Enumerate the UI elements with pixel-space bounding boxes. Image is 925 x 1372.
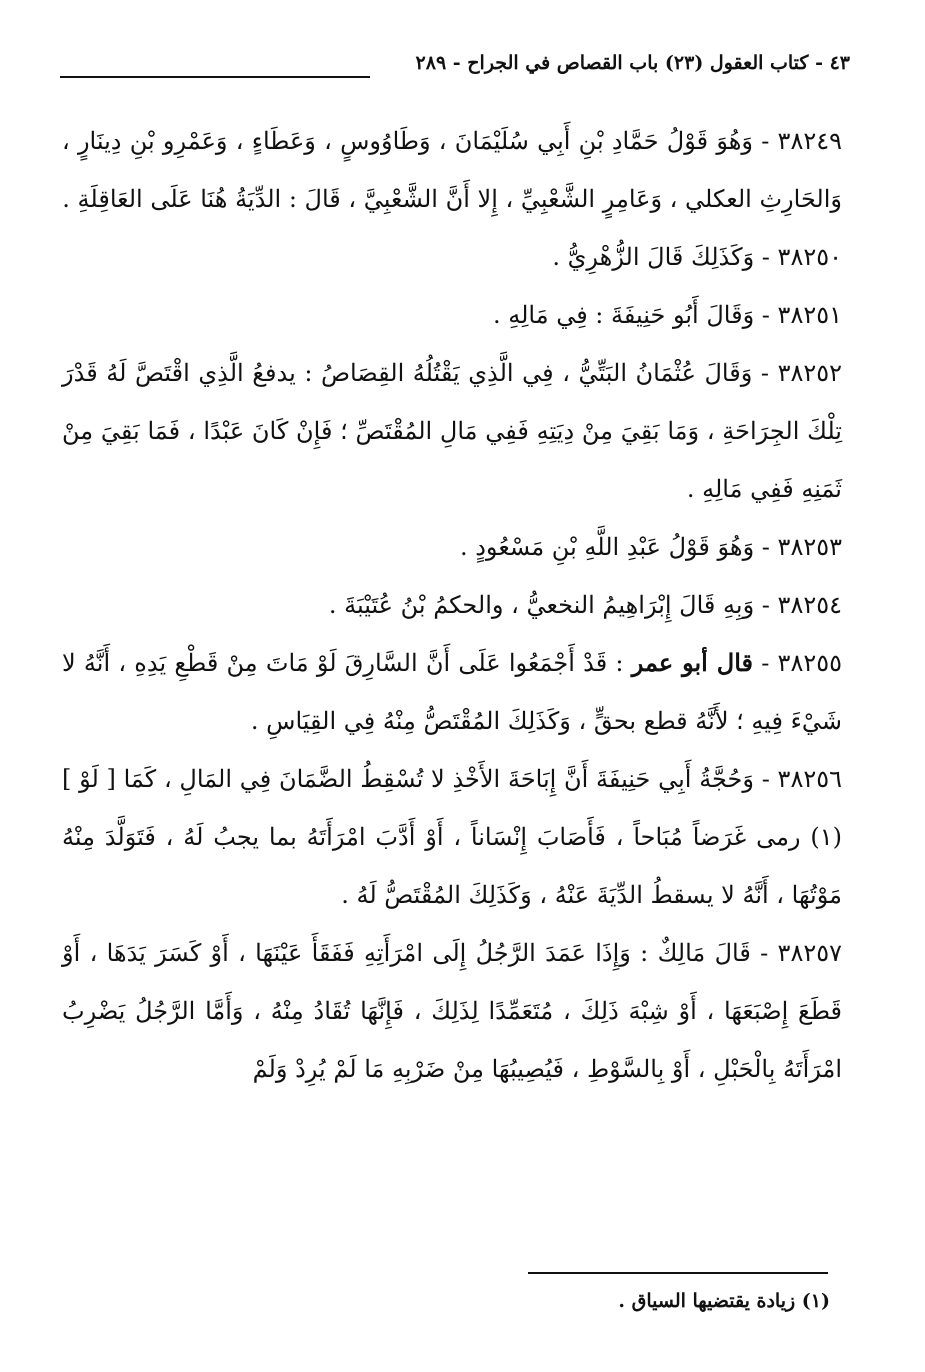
running-title: ٤٣ - كتاب العقول (٢٣) باب القصاص في الجراح - ٢٨٩: [415, 52, 850, 74]
paragraph-text: وَقَالَ أَبُو حَنِيفَةَ : فِي مَالِهِ .: [492, 301, 755, 329]
paragraph-38253: [62, 518, 842, 576]
paragraph-38256: [62, 750, 842, 924]
header-rule: [60, 76, 370, 78]
paragraph-38255: [62, 634, 842, 750]
paragraph-text: : قَدْ أَجْمَعُوا عَلَى أَنَّ السَّارِقَ لَوْ مَاتَ مِنْ قَطْعِ يَدِهِ ، أَنَّهُ لا شَيْءَ فِيهِ ؛ لأَنَّهُ قطع بحقٍّ ، وَكَذَلِكَ المُقْتَصُّ مِنْهُ فِي القِيَاسِ .: [62, 649, 842, 735]
paragraph-number: ٣٨٢٥٧ -: [750, 939, 842, 967]
page-header: [60, 48, 850, 88]
paragraph-text: وَقَالَ عُثْمَانُ البَتِّيُّ ، فِي الَّذِي يَقْتُلُهُ القِصَاصُ : يدفعُ الَّذِي اقْتَصَّ لَهُ قَدْرَ تِلْكَ الجِرَاحَةِ ، وَمَا بَقِيَ مِنْ دِيَتِهِ فَفِي مَالِ المُقْتَصِّ ؛ فَإِنْ كَانَ عَبْدًا ، فَمَا بَقِيَ مِنْ ثَمَنِهِ فَفِي مَالِهِ .: [62, 359, 842, 503]
paragraph-number: ٣٨٢٥١ -: [754, 301, 842, 329]
footnote-rule: [528, 1272, 828, 1274]
paragraph-lead: قال أبو عمر: [631, 648, 753, 677]
paragraph-number: ٣٨٢٥٦ -: [753, 765, 842, 793]
paragraph-number: ٣٨٢٥٠ -: [754, 243, 842, 271]
paragraph-number: ٣٨٢٥٥ -: [753, 649, 842, 677]
paragraph-number: ٣٨٢٥٢ -: [752, 359, 843, 387]
body-text: [62, 112, 842, 1098]
paragraph-text: وَبِهِ قَالَ إِبْرَاهِيمُ النخعيُّ ، والحكمُ بْنُ عُتَيْبَةَ .: [328, 591, 755, 619]
paragraph-text: وَهُوَ قَوْلُ حَمَّادِ بْنِ أَبِي سُلَيْمَانَ ، وَطَاوُوسٍ ، وَعَطَاءٍ ، وَعَمْرِو بْنِ دِينَارٍ ، وَالحَارِثِ العكلي ، وَعَامِرٍ الشَّعْبِيِّ ، إِلا أَنَّ الشَّعْبِيَّ ، قَالَ : الدِّيَةُ هُنَا عَلَى العَاقِلَةِ .: [62, 127, 842, 213]
paragraph-38250: [62, 228, 842, 286]
paragraph-38254: [62, 576, 842, 634]
paragraph-text: وَكَذَلِكَ قَالَ الزُّهْرِيُّ .: [552, 243, 755, 271]
paragraph-number: ٣٨٢٤٩ -: [752, 127, 842, 155]
paragraph-38252: [62, 344, 842, 518]
paragraph-number: ٣٨٢٥٣ -: [754, 533, 842, 561]
paragraph-text: وَحُجَّةُ أَبِي حَنِيفَةَ أَنَّ إِبَاحَةَ الأَخْذِ لا تُسْقِطُ الضَّمَانَ فِي المَالِ ، كَمَا [ لَوْ ](١) رمى غَرَضاً مُبَاحاً ، فَأَصَابَ إِنْسَاناً ، أَوْ أَدَّبَ امْرَأَتَهُ بما يجبُ لَهُ ، فَتَوَلَّدَ مِنْهُ مَوْتُهَا ، أَنَّهُ لا يسقطُ الدِّيَةَ عَنْهُ ، وَكَذَلِكَ المُقْتَصُّ لَهُ .: [62, 765, 842, 909]
paragraph-text: قَالَ مَالِكٌ : وَإِذَا عَمَدَ الرَّجُلُ إِلَى امْرَأَتِهِ فَفَقَأَ عَيْنَهَا ، أَوْ كَسَرَ يَدَهَا ، أَوْ قَطَعَ إِصْبَعَهَا ، أَوْ شِبْهَ ذَلِكَ ، مُتَعَمِّدًا لِذَلِكَ ، فَإِنَّهَا تُقَادُ مِنْهُ ، وَأَمَّا الرَّجُلُ يَضْرِبُ امْرَأَتَهُ بِالْحَبْلِ ، أَوْ بِالسَّوْطِ ، فَيُصِيبُهَا مِنْ ضَرْبِهِ مَا لَمْ يُرِدْ وَلَمْ: [62, 939, 842, 1083]
paragraph-text: وَهُوَ قَوْلُ عَبْدِ اللَّهِ بْنِ مَسْعُودٍ .: [459, 533, 755, 561]
paragraph-38257: [62, 924, 842, 1098]
paragraph-38251: [62, 286, 842, 344]
footnote: (١) زيادة يقتضيها السياق .: [618, 1290, 830, 1312]
paragraph-38249: [62, 112, 842, 228]
paragraph-number: ٣٨٢٥٤ -: [754, 591, 842, 619]
